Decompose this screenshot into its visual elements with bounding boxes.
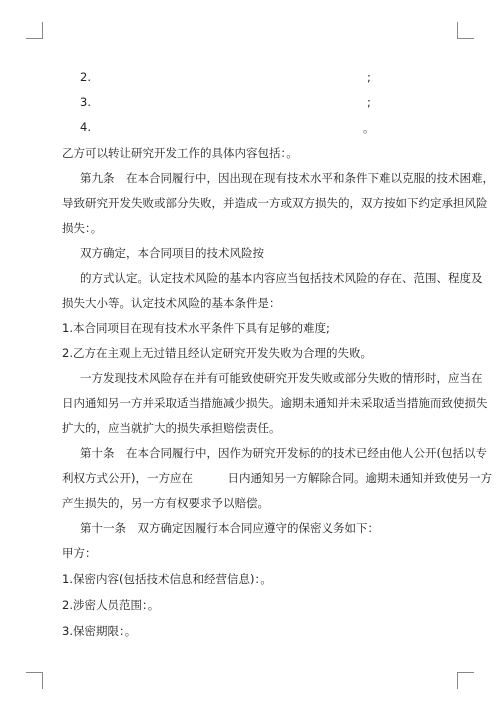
item-end-mark: ; [367, 70, 371, 84]
paragraph-line: 日内通知另一方并采取适当措施减少损失。逾期未通知并未采取适当措施而致使损失 [62, 396, 488, 410]
item-end-mark: ; [367, 95, 371, 109]
paragraph-line: 3.保密期限：。 [62, 624, 137, 638]
crop-mark-bottom-left [26, 672, 43, 689]
paragraph-line: 的方式认定。认定技术风险的基本内容应当包括技术风险的存在、范围、程度及 [80, 271, 483, 285]
crop-mark-top-right [457, 22, 474, 39]
paragraph-line: 扩大的，应当就扩大的损失承担赔偿责任。 [62, 421, 281, 435]
item-end-mark: 。 [363, 121, 375, 135]
paragraph-line: 甲方： [62, 546, 97, 560]
paragraph-line: 双方确定，本合同项目的技术风险按 [80, 246, 264, 260]
paragraph-line: 第十一条 双方确定因履行本合同应遵守的保密义务如下： [80, 521, 379, 535]
paragraph-line: 第十条 在本合同履行中，因作为研究开发标的的技术已经由他人公开(包括以专 [80, 446, 487, 460]
paragraph-line: 产生损失的，另一方有权要求予以赔偿。 [62, 496, 269, 510]
paragraph-line: 损失大小等。认定技术风险的基本条件是： [62, 296, 281, 310]
paragraph-line: 2.涉密人员范围：。 [62, 598, 160, 612]
paragraph-line: 2.乙方在主观上无过错且经认定研究开发失败为合理的失败。 [62, 346, 372, 360]
crop-mark-top-left [26, 22, 43, 39]
crop-mark-bottom-right [457, 672, 474, 689]
paragraph-line: 导致研究开发失败或部分失败，并造成一方或双方损失的，双方按如下约定承担风险 [62, 196, 488, 210]
paragraph-line: 第九条 在本合同履行中，因出现在现有技术水平和条件下难以克服的技术困难， [80, 171, 494, 185]
item-number: 4. [80, 120, 91, 134]
paragraph-line: 一方发现技术风险存在并有可能致使研究开发失败或部分失败的情形时，应当在 [80, 371, 483, 385]
paragraph-line: 乙方可以转让研究开发工作的具体内容包括：。 [62, 146, 298, 160]
paragraph-line: 1.本合同项目在现有技术水平条件下具有足够的难度; [62, 321, 330, 335]
paragraph-line: 利权方式公开)，一方应在 日内通知另一方解除合同。逾期未通知并致使另一方 [62, 471, 492, 485]
item-number: 2. [80, 70, 91, 84]
item-number: 3. [80, 95, 91, 109]
paragraph-line: 损失：。 [62, 221, 103, 235]
paragraph-line: 1.保密内容(包括技术信息和经营信息)：。 [62, 572, 272, 586]
